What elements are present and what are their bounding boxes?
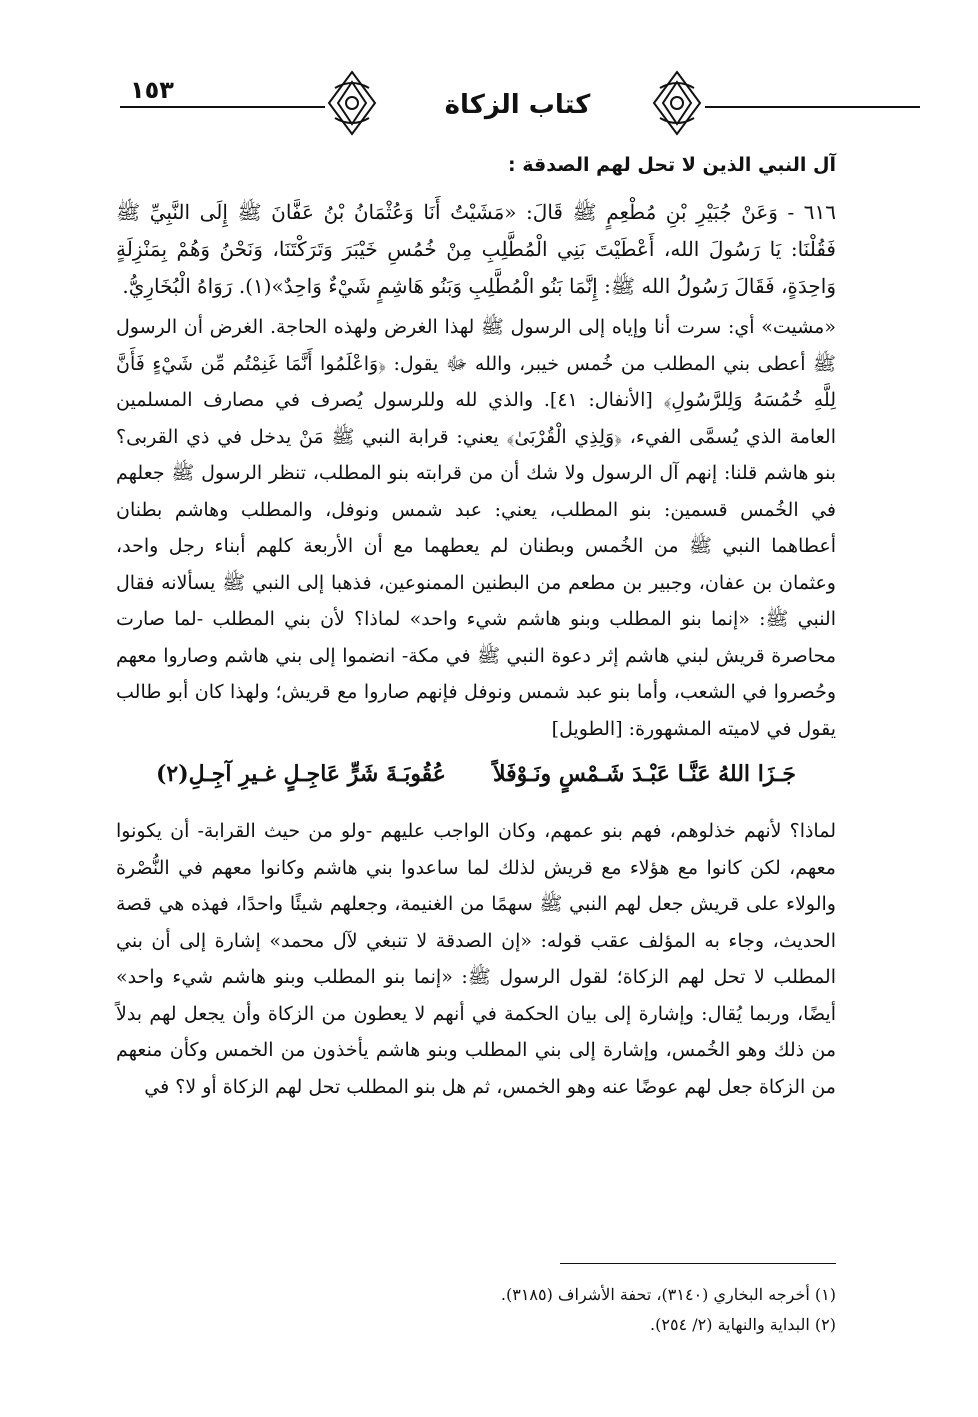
header-ornament-left-icon <box>325 70 379 136</box>
header-ornament-right-icon <box>650 70 704 136</box>
page-header <box>120 70 840 150</box>
hadith-text: ٦١٦ - وَعَنْ جُبَيْرِ بْنِ مُطْعِمٍ ﷺ قَالَ: «مَشَيْتُ أَنَا وَعُثْمَانُ بْنُ عَفَّانَ ﷺ إِلَى النَّبِيِّ ﷺ فَقُلْنَا: يَا رَسُولَ الله، أَعْطَيْتَ بَنِي الْمُطَّلِبِ مِنْ خُمُسِ خَيْبَرَ وَتَرَكْتَنَا، وَنَحْنُ وَهُمْ بِمَنْزِلَةٍ وَاحِدَةٍ، فَقَالَ رَسُولُ الله ﷺ: إِنَّمَا بَنُو الْمُطَّلِبِ وَبَنُو هَاشِمٍ شَيْءٌ وَاحِدٌ»(١). رَوَاهُ الْبُخَارِيُّ. <box>116 200 836 299</box>
poem-hemistich-first: جَـزَا اللهُ عَنَّـا عَبْـدَ شَـمْسٍ ونَـوْفَلاً <box>492 761 796 788</box>
footnote-2: (٢) البداية والنهاية (٢/ ٢٥٤). <box>650 1315 836 1334</box>
section-heading: آل النبي الذين لا تحل لهم الصدقة : <box>508 154 836 176</box>
poem-hemistich-second: عُقُوبَـةَ شَرٍّ عَاجِـلٍ غـيرِ آجِـلِ(٢) <box>156 761 446 788</box>
commentary-paragraph-after-poem: لماذا؟ لأنهم خذلوهم، فهم بنو عمهم، وكان الواجب عليهم -ولو من حيث القرابة- أن يكونوا معهم، لكن كانوا مع هؤلاء مع قريش لذلك لما ساعدوا بني هاشم وكانوا معهم في النُّصْرة والولاء على قريش جعل لهم النبي ﷺ سهمًا من الغنيمة، وجعلهم شيئًا واحدًا، فهذه هي قصة الحديث، وجاء به المؤلف عقب قوله: «إن الصدقة لا تنبغي لآل محمد» إشارة إلى أن بني المطلب لا تحل لهم الزكاة؛ لقول الرسول ﷺ: «إنما بنو المطلب وبنو هاشم شيء واحد» أيضًا، وربما يُقال: وإشارة إلى بيان الحكمة في أنهم لا يعطون من الزكاة وأن يجعل لهم بدلاً من ذلك وهو الخُمس، وإشارة إلى بني المطلب وبنو هاشم يأخذون من الخمس وكأن منعهم من الزكاة جعل لهم عوضًا عنه وهو الخمس، ثم هل بنو المطلب تحل لهم الزكاة أو لا؟ في <box>116 820 836 1098</box>
header-rule-left <box>120 106 325 108</box>
header-rule-right <box>705 106 920 108</box>
poem-verse <box>156 761 796 787</box>
footnotes <box>116 1280 836 1340</box>
page-number: ١٥٣ <box>130 76 174 104</box>
main-text <box>116 150 836 1105</box>
footnote-divider <box>560 1263 836 1264</box>
book-title: كتاب الزكاة <box>444 90 591 120</box>
commentary-paragraph: «مشيت» أي: سرت أنا وإياه إلى الرسول ﷺ لهذا الغرض ولهذه الحاجة. الغرض أن الرسول ﷺ أعطى بني المطلب من خُمس خيبر، والله ﷻ يقول: ﴿وَاعْلَمُوا أَنَّمَا غَنِمْتُم مِّن شَيْءٍ فَأَنَّ لِلَّهِ خُمُسَهُ وَلِلرَّسُولِ﴾ [الأنفال: ٤١]. والذي لله وللرسول يُصرف في مصارف المسلمين العامة الذي يُسمَّى الفيء، ﴿وَلِذِي الْقُرْبَىٰ﴾ يعني: قرابة النبي ﷺ مَنْ يدخل في ذي القربى؟ بنو هاشم قلنا: إنهم آل الرسول ولا شك أن من قرابته بنو المطلب، تنظر الرسول ﷺ جعلهم في الخُمس قسمين: بنو المطلب، يعني: عبد شمس ونوفل، والمطلب وهاشم بطنان أعطاهما النبي ﷺ من الخُمس وبطنان لم يعطهما مع أن الأربعة كلهم أبناء رجل واحد، وعثمان بن عفان، وجبير بن مطعم من البطنين الممنوعين، فذهبا إلى النبي ﷺ يسألانه فقال النبي ﷺ: «إنما بنو المطلب وبنو هاشم شيء واحد» لماذا؟ لأن بني المطلب -لما صارت محاصرة قريش لبني هاشم إثر دعوة النبي ﷺ في مكة- انضموا إلى بني هاشم وصاروا معهم وحُصروا في الشعب، وأما بنو عبد شمس ونوفل فإنهم صاروا مع قريش؛ ولهذا كان أبو طالب يقول في لاميته المشهورة: [الطويل] <box>116 316 836 740</box>
footnote-1: (١) أخرجه البخاري (٣١٤٠)، تحفة الأشراف (٣١٨٥). <box>500 1285 836 1304</box>
